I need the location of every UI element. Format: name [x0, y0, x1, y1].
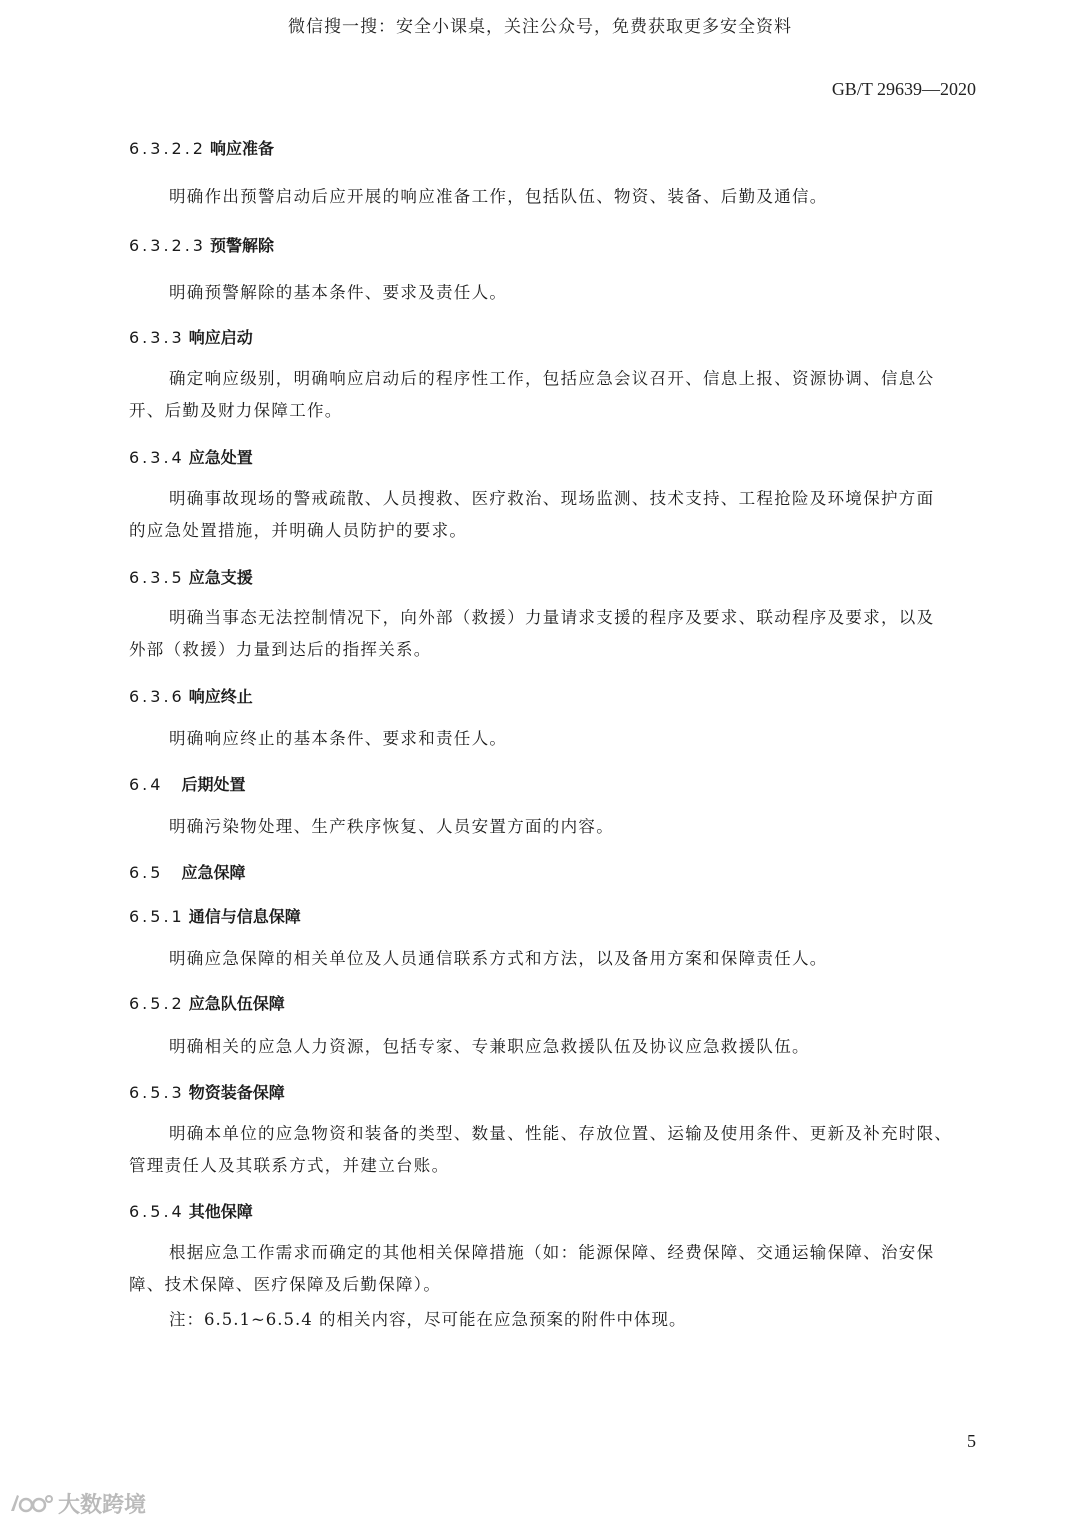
- section-heading: 6.5 应急保障: [129, 863, 246, 882]
- watermark-text: 大数跨境: [58, 1493, 147, 1518]
- section-paragraph: 明确作出预警启动后应开展的响应准备工作，包括队伍、物资、装备、后勤及通信。: [169, 187, 828, 206]
- section-heading: 6.3.4 应急处置: [129, 448, 253, 467]
- section-heading: 6.3.6 响应终止: [129, 687, 253, 706]
- paragraph-line: 明确当事态无法控制情况下，向外部（救援）力量请求支援的程序及要求、联动程序及要求，以及: [169, 608, 935, 627]
- section-heading: 6.5.3 物资装备保障: [129, 1083, 285, 1102]
- paragraph-line: 管理责任人及其联系方式，并建立台账。: [129, 1156, 450, 1175]
- paragraph-line: 确定响应级别，明确响应启动后的程序性工作，包括应急会议召开、信息上报、资源协调、信息公: [169, 369, 935, 388]
- section-paragraph: 明确预警解除的基本条件、要求及责任人。: [169, 283, 508, 302]
- section-paragraph: 明确响应终止的基本条件、要求和责任人。: [169, 729, 508, 748]
- watermark-logo-icon: [8, 1491, 54, 1517]
- paragraph-line: 开、后勤及财力保障工作。: [129, 401, 343, 420]
- wechat-banner: 微信搜一搜：安全小课桌，关注公众号，免费获取更多安全资料: [288, 17, 792, 37]
- paragraph-line: 明确事故现场的警戒疏散、人员搜救、医疗救治、现场监测、技术支持、工程抢险及环境保护方面: [169, 489, 935, 508]
- section-heading: 6.5.1 通信与信息保障: [129, 907, 301, 926]
- section-paragraph: 明确相关的应急人力资源，包括专家、专兼职应急救援队伍及协议应急救援队伍。: [169, 1037, 810, 1056]
- section-heading: 6.5.2 应急队伍保障: [129, 994, 285, 1013]
- paragraph-line: 外部（救援）力量到达后的指挥关系。: [129, 640, 432, 659]
- section-paragraph: [129, 363, 979, 427]
- page-number: 5: [967, 1431, 976, 1451]
- section-paragraph: 明确污染物处理、生产秩序恢复、人员安置方面的内容。: [169, 817, 614, 836]
- watermark: [8, 1488, 146, 1519]
- section-heading: 6.5.4 其他保障: [129, 1202, 253, 1221]
- paragraph-line: 障、技术保障、医疗保障及后勤保障）。: [129, 1275, 442, 1294]
- paragraph-line: 的应急处置措施，并明确人员防护的要求。: [129, 521, 468, 540]
- section-paragraph: [129, 483, 979, 547]
- section-heading: 6.3.3 响应启动: [129, 328, 253, 347]
- section-paragraph: [129, 1118, 979, 1182]
- section-paragraph: [129, 602, 979, 666]
- standard-code: GB/T 29639—2020: [831, 79, 976, 99]
- section-paragraph: [129, 1237, 979, 1301]
- section-heading: 6.4 后期处置: [129, 775, 246, 794]
- section-heading: 6.3.5 应急支援: [129, 568, 253, 587]
- section-paragraph: 明确应急保障的相关单位及人员通信联系方式和方法，以及备用方案和保障责任人。: [169, 949, 828, 968]
- section-heading: 6.3.2.2 响应准备: [129, 139, 274, 158]
- paragraph-line: 根据应急工作需求而确定的其他相关保障措施（如：能源保障、经费保障、交通运输保障、治安保: [169, 1243, 935, 1262]
- note-text: 注：6.5.1~6.5.4 的相关内容，尽可能在应急预案的附件中体现。: [169, 1310, 687, 1329]
- section-heading: 6.3.2.3 预警解除: [129, 236, 274, 255]
- paragraph-line: 明确本单位的应急物资和装备的类型、数量、性能、存放位置、运输及使用条件、更新及补充时限、: [169, 1124, 953, 1143]
